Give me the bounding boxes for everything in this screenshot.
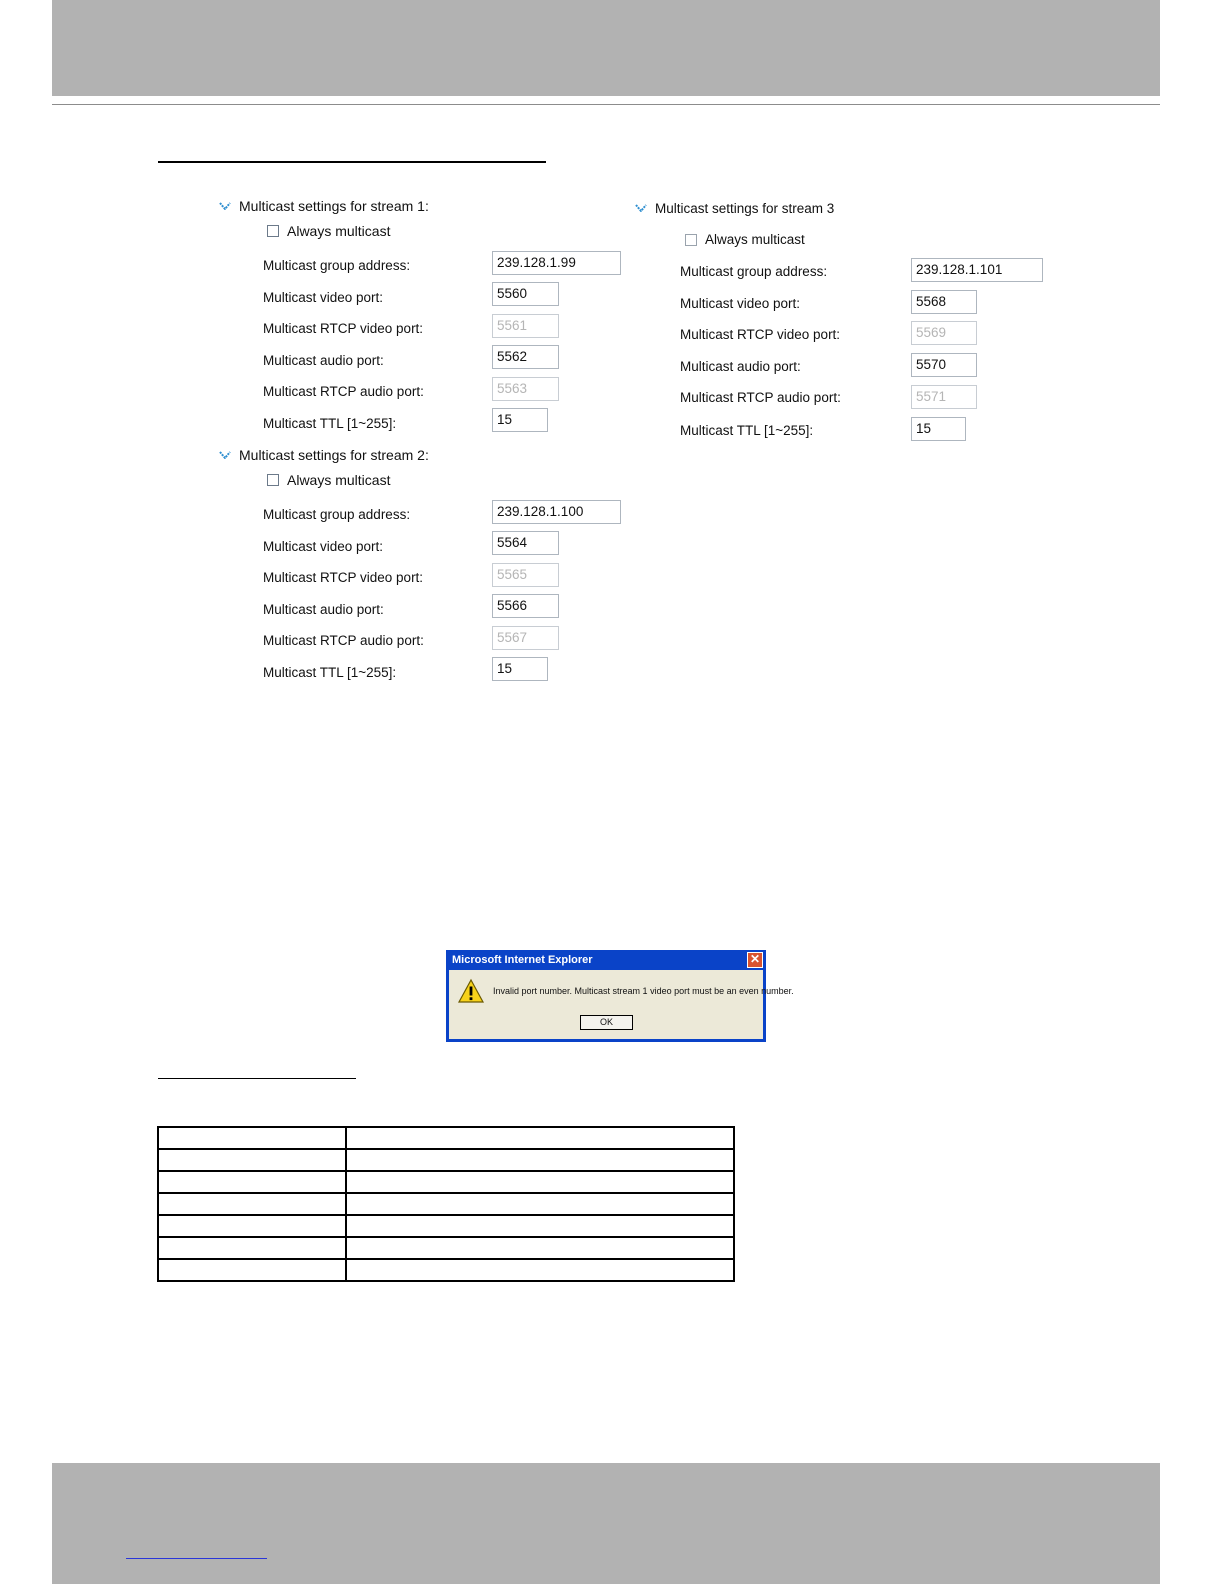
- table-cell: [158, 1259, 346, 1281]
- always-multicast-label: Always multicast: [287, 472, 391, 488]
- rtcp-audio-port-input: 5571: [911, 385, 977, 409]
- audio-port-label: Multicast audio port:: [680, 359, 801, 374]
- stream-1-title: Multicast settings for stream 1:: [239, 198, 429, 214]
- always-multicast-checkbox[interactable]: [685, 234, 697, 246]
- expand-chevron-icon[interactable]: [218, 200, 232, 212]
- stream-2-header[interactable]: [218, 446, 429, 464]
- dialog-titlebar[interactable]: [449, 950, 763, 970]
- rtcp-audio-port-label: Multicast RTCP audio port:: [680, 390, 841, 405]
- always-multicast-checkbox[interactable]: [267, 474, 279, 486]
- footer-link-underline[interactable]: [126, 1558, 267, 1559]
- header-divider: [52, 104, 1160, 105]
- group-address-label: Multicast group address:: [680, 264, 828, 279]
- always-multicast-row[interactable]: [685, 232, 805, 247]
- expand-chevron-icon[interactable]: [218, 449, 232, 461]
- group-address-label: Multicast group address:: [263, 507, 411, 522]
- rtcp-video-port-label: Multicast RTCP video port:: [680, 327, 841, 342]
- table-cell: [158, 1193, 346, 1215]
- table-row: [158, 1149, 734, 1171]
- ttl-input[interactable]: 15: [492, 408, 548, 432]
- stream-1-header[interactable]: [218, 197, 429, 215]
- ttl-label: Multicast TTL [1~255]:: [680, 423, 814, 438]
- rtcp-video-port-label: Multicast RTCP video port:: [263, 570, 424, 585]
- stream-3-header[interactable]: [634, 199, 834, 217]
- table-cell: [158, 1149, 346, 1171]
- table-cell: [346, 1171, 734, 1193]
- table-row: [158, 1171, 734, 1193]
- group-address-input[interactable]: 239.128.1.101: [911, 258, 1043, 282]
- always-multicast-label: Always multicast: [287, 223, 391, 239]
- always-multicast-checkbox[interactable]: [267, 225, 279, 237]
- subsection-heading-underline: [158, 1078, 356, 1079]
- rtcp-video-port-label: Multicast RTCP video port:: [263, 321, 424, 336]
- table-row: [158, 1193, 734, 1215]
- video-port-label: Multicast video port:: [680, 296, 801, 311]
- table-row: [158, 1237, 734, 1259]
- always-multicast-row[interactable]: [267, 223, 390, 239]
- dialog-body: [449, 970, 794, 1039]
- ttl-label: Multicast TTL [1~255]:: [263, 665, 397, 680]
- audio-port-label: Multicast audio port:: [263, 353, 384, 368]
- rtcp-video-port-input: 5565: [492, 563, 559, 587]
- close-icon[interactable]: ✕: [747, 952, 763, 968]
- warning-icon: [457, 978, 485, 1009]
- table-cell: [158, 1171, 346, 1193]
- section-heading-underline: [158, 161, 546, 163]
- stream-3-title: Multicast settings for stream 3: [655, 200, 835, 216]
- group-address-label: Multicast group address:: [263, 258, 411, 273]
- always-multicast-label: Always multicast: [705, 232, 805, 247]
- video-port-label: Multicast video port:: [263, 539, 384, 554]
- table-row: [158, 1215, 734, 1237]
- page-header-bar: [52, 0, 1160, 96]
- audio-port-input[interactable]: 5566: [492, 594, 559, 618]
- group-address-input[interactable]: 239.128.1.100: [492, 500, 621, 524]
- ttl-label: Multicast TTL [1~255]:: [263, 416, 397, 431]
- table-row: [158, 1127, 734, 1149]
- table-row: [158, 1259, 734, 1281]
- expand-chevron-icon[interactable]: [634, 202, 648, 214]
- table-cell: [346, 1193, 734, 1215]
- table-cell: [346, 1259, 734, 1281]
- rtcp-audio-port-input: 5567: [492, 626, 559, 650]
- alert-dialog: [446, 950, 794, 1042]
- table-cell: [346, 1215, 734, 1237]
- ok-button[interactable]: OK: [580, 1015, 633, 1030]
- video-port-input[interactable]: 5560: [492, 282, 559, 306]
- group-address-input[interactable]: 239.128.1.99: [492, 251, 621, 275]
- dialog-title: Microsoft Internet Explorer: [452, 954, 593, 966]
- rtcp-audio-port-label: Multicast RTCP audio port:: [263, 384, 424, 399]
- rtcp-video-port-input: 5569: [911, 321, 977, 345]
- video-port-input[interactable]: 5564: [492, 531, 559, 555]
- table-cell: [346, 1237, 734, 1259]
- dialog-message: Invalid port number. Multicast stream 1 video port must be an even number.: [493, 986, 794, 996]
- table-cell: [158, 1237, 346, 1259]
- audio-port-label: Multicast audio port:: [263, 602, 384, 617]
- rtcp-video-port-input: 5561: [492, 314, 559, 338]
- rtcp-audio-port-input: 5563: [492, 377, 559, 401]
- video-port-label: Multicast video port:: [263, 290, 384, 305]
- table-cell: [346, 1149, 734, 1171]
- stream-2-title: Multicast settings for stream 2:: [239, 447, 429, 463]
- table-cell: [158, 1127, 346, 1149]
- video-port-input[interactable]: 5568: [911, 290, 977, 314]
- page-footer-bar: [52, 1463, 1160, 1584]
- always-multicast-row[interactable]: [267, 472, 390, 488]
- audio-port-input[interactable]: 5562: [492, 345, 559, 369]
- empty-table: [157, 1126, 735, 1282]
- audio-port-input[interactable]: 5570: [911, 353, 977, 377]
- table-cell: [346, 1127, 734, 1149]
- table-cell: [158, 1215, 346, 1237]
- ttl-input[interactable]: 15: [911, 417, 966, 441]
- rtcp-audio-port-label: Multicast RTCP audio port:: [263, 633, 424, 648]
- ttl-input[interactable]: 15: [492, 657, 548, 681]
